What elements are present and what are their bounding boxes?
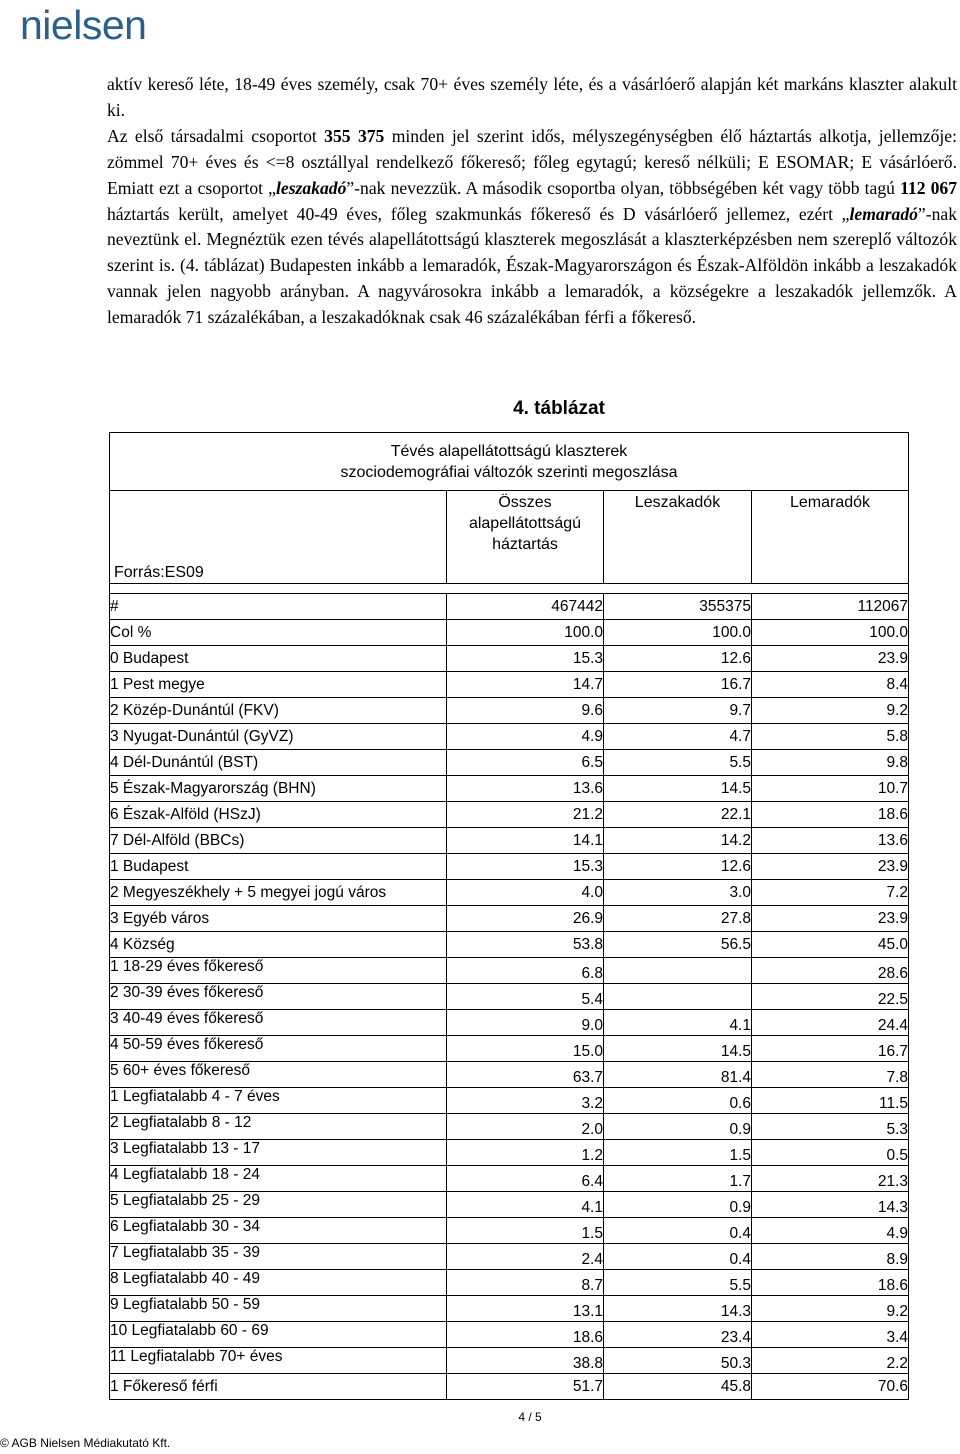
table-row bbox=[110, 594, 909, 620]
cell-leszakadok: 14.3 bbox=[604, 1296, 752, 1322]
cell-lemaradok: 9.2 bbox=[752, 1296, 909, 1322]
cell-leszakadok: 5.5 bbox=[604, 750, 752, 776]
paragraph-1: aktív kereső léte, 18-49 éves személy, csak 70+ éves személy léte, és a vásárlóerő alapján két markáns klaszter alakult ki. bbox=[107, 74, 957, 120]
cell-lemaradok: 18.6 bbox=[752, 802, 909, 828]
col-header-leszakadok: Leszakadók bbox=[604, 491, 752, 584]
cell-lemaradok: 9.8 bbox=[752, 750, 909, 776]
row-label: 5 60+ éves főkereső bbox=[110, 1062, 447, 1088]
cell-leszakadok: 50.3 bbox=[604, 1348, 752, 1374]
row-label: 3 Egyéb város bbox=[110, 906, 447, 932]
col-header-total: Összes alapellátottságú háztartás bbox=[447, 491, 604, 584]
cell-total: 6.8 bbox=[447, 958, 604, 984]
table-row bbox=[110, 1244, 909, 1270]
row-label: 3 40-49 éves főkereső bbox=[110, 1010, 447, 1036]
row-label: 2 Közép-Dunántúl (FKV) bbox=[110, 698, 447, 724]
row-label: Col % bbox=[110, 620, 447, 646]
cell-leszakadok: 3.0 bbox=[604, 880, 752, 906]
row-label: 0 Budapest bbox=[110, 646, 447, 672]
row-label: 7 Dél-Alföld (BBCs) bbox=[110, 828, 447, 854]
table-row bbox=[110, 1348, 909, 1374]
table-row bbox=[110, 1010, 909, 1036]
cell-leszakadok: 56.5 bbox=[604, 932, 752, 958]
table-row bbox=[110, 1062, 909, 1088]
cell-lemaradok: 2.2 bbox=[752, 1348, 909, 1374]
row-label: 8 Legfiatalabb 40 - 49 bbox=[110, 1270, 447, 1296]
cell-total: 9.0 bbox=[447, 1010, 604, 1036]
cell-total: 26.9 bbox=[447, 906, 604, 932]
table-row bbox=[110, 1166, 909, 1192]
cell-lemaradok: 8.4 bbox=[752, 672, 909, 698]
row-label: 3 Legfiatalabb 13 - 17 bbox=[110, 1140, 447, 1166]
cell-total: 15.0 bbox=[447, 1036, 604, 1062]
cell-leszakadok: 22.1 bbox=[604, 802, 752, 828]
cell-total: 3.2 bbox=[447, 1088, 604, 1114]
table-row bbox=[110, 958, 909, 984]
cell-total: 100.0 bbox=[447, 620, 604, 646]
cell-lemaradok: 16.7 bbox=[752, 1036, 909, 1062]
cell-total: 467442 bbox=[447, 594, 604, 620]
row-label: 1 Pest megye bbox=[110, 672, 447, 698]
paragraph-2: Az első társadalmi csoportot 355 375 minden jel szerint idős, mélyszegénységben élő háztartás alkotja, jellemzője: zömmel 70+ éves és <=8 osztállyal rendelkező főkereső; főleg egytagú; kereső nélküli; E ESOMAR; E vásárlóerő. Emiatt ezt a csoportot „leszakadó”-nak nevezzük. A második csoportba olyan, többségében két vagy több tagú 112 067 háztartás került, amelyet 40-49 éves, főleg szakmunkás főkereső és D vásárlóerő jellemez, ezért „lemaradó”-nak neveztünk el. Megnéztük ezen tévés alapellátottságú klaszterek megoszlását a klaszterképzésben nem szereplő változók szerint is. (4. táblázat) Budapesten inkább a lemaradók, Észak-Magyarországon és Észak-Alföldön inkább a leszakadók vannak jelen nagyobb arányban. A nagyvárosokra inkább a lemaradók, a községekre a leszakadók jellemzők. A lemaradók 71 százalékában, a leszakadóknak csak 46 százalékában férfi a főkereső. bbox=[107, 125, 958, 328]
cell-leszakadok: 14.5 bbox=[604, 1036, 752, 1062]
cell-leszakadok: 4.1 bbox=[604, 1010, 752, 1036]
cell-lemaradok: 5.8 bbox=[752, 724, 909, 750]
cell-total: 2.0 bbox=[447, 1114, 604, 1140]
row-label: 4 Dél-Dunántúl (BST) bbox=[110, 750, 447, 776]
cell-lemaradok: 4.9 bbox=[752, 1218, 909, 1244]
table-row bbox=[110, 1192, 909, 1218]
cell-total: 4.9 bbox=[447, 724, 604, 750]
cell-total: 6.4 bbox=[447, 1166, 604, 1192]
cell-total: 1.5 bbox=[447, 1218, 604, 1244]
cell-lemaradok: 45.0 bbox=[752, 932, 909, 958]
cell-leszakadok: 0.4 bbox=[604, 1244, 752, 1270]
cell-lemaradok: 23.9 bbox=[752, 646, 909, 672]
table-source: Forrás:ES09 bbox=[110, 491, 447, 584]
cell-total: 18.6 bbox=[447, 1322, 604, 1348]
cell-lemaradok: 21.3 bbox=[752, 1166, 909, 1192]
table-row bbox=[110, 776, 909, 802]
cell-leszakadok: 0.4 bbox=[604, 1218, 752, 1244]
table-row bbox=[110, 1322, 909, 1348]
cell-lemaradok: 23.9 bbox=[752, 854, 909, 880]
cell-leszakadok: 4.7 bbox=[604, 724, 752, 750]
cell-leszakadok: 1.5 bbox=[604, 1140, 752, 1166]
cell-lemaradok: 10.7 bbox=[752, 776, 909, 802]
cell-leszakadok: 0.9 bbox=[604, 1192, 752, 1218]
table-row bbox=[110, 854, 909, 880]
cell-total: 13.1 bbox=[447, 1296, 604, 1322]
cell-leszakadok: 1.7 bbox=[604, 1166, 752, 1192]
cell-lemaradok: 3.4 bbox=[752, 1322, 909, 1348]
cell-leszakadok: 12.6 bbox=[604, 854, 752, 880]
row-label: 10 Legfiatalabb 60 - 69 bbox=[110, 1322, 447, 1348]
footer-copyright: © AGB Nielsen Médiakutató Kft. bbox=[0, 1436, 171, 1450]
cell-lemaradok: 9.2 bbox=[752, 698, 909, 724]
cell-leszakadok: 16.7 bbox=[604, 672, 752, 698]
row-label: 4 Község bbox=[110, 932, 447, 958]
table-row bbox=[110, 880, 909, 906]
cell-total: 14.1 bbox=[447, 828, 604, 854]
cell-lemaradok: 5.3 bbox=[752, 1114, 909, 1140]
nielsen-logo: nielsen bbox=[20, 2, 147, 48]
cell-leszakadok: 0.6 bbox=[604, 1088, 752, 1114]
cell-lemaradok: 70.6 bbox=[752, 1374, 909, 1400]
cell-total: 4.1 bbox=[447, 1192, 604, 1218]
table-row bbox=[110, 646, 909, 672]
table-row bbox=[110, 828, 909, 854]
cell-leszakadok: 14.5 bbox=[604, 776, 752, 802]
row-label: 6 Legfiatalabb 30 - 34 bbox=[110, 1218, 447, 1244]
cell-total: 2.4 bbox=[447, 1244, 604, 1270]
cell-leszakadok: 23.4 bbox=[604, 1322, 752, 1348]
table-row bbox=[110, 1374, 909, 1400]
cell-total: 15.3 bbox=[447, 646, 604, 672]
table-caption: Tévés alapellátottságú klaszterek szociodemográfiai változók szerinti megoszlása bbox=[110, 433, 909, 491]
cell-total: 21.2 bbox=[447, 802, 604, 828]
row-label: 3 Nyugat-Dunántúl (GyVZ) bbox=[110, 724, 447, 750]
table-row bbox=[110, 1088, 909, 1114]
table-row bbox=[110, 932, 909, 958]
cell-total: 15.3 bbox=[447, 854, 604, 880]
cell-total: 38.8 bbox=[447, 1348, 604, 1374]
cell-leszakadok: 12.6 bbox=[604, 646, 752, 672]
page-number: 4 / 5 bbox=[518, 1410, 542, 1424]
cell-leszakadok: 100.0 bbox=[604, 620, 752, 646]
cell-total: 51.7 bbox=[447, 1374, 604, 1400]
row-label: 4 Legfiatalabb 18 - 24 bbox=[110, 1166, 447, 1192]
row-label: 11 Legfiatalabb 70+ éves bbox=[110, 1348, 447, 1374]
cell-leszakadok: 5.5 bbox=[604, 1270, 752, 1296]
row-label: 1 18-29 éves főkereső bbox=[110, 958, 447, 984]
table-row bbox=[110, 802, 909, 828]
table-row bbox=[110, 750, 909, 776]
cell-total: 4.0 bbox=[447, 880, 604, 906]
row-label: 9 Legfiatalabb 50 - 59 bbox=[110, 1296, 447, 1322]
body-text bbox=[107, 72, 957, 331]
table-row bbox=[110, 1114, 909, 1140]
row-label: # bbox=[110, 594, 447, 620]
table-row bbox=[110, 724, 909, 750]
row-label: 1 Legfiatalabb 4 - 7 éves bbox=[110, 1088, 447, 1114]
cell-leszakadok: 45.8 bbox=[604, 1374, 752, 1400]
row-label: 4 50-59 éves főkereső bbox=[110, 1036, 447, 1062]
row-label: 5 Észak-Magyarország (BHN) bbox=[110, 776, 447, 802]
cell-leszakadok: 27.8 bbox=[604, 906, 752, 932]
cell-total: 5.4 bbox=[447, 984, 604, 1010]
row-label: 6 Észak-Alföld (HSzJ) bbox=[110, 802, 447, 828]
table-spacer bbox=[110, 584, 909, 594]
row-label: 2 Megyeszékhely + 5 megyei jogú város bbox=[110, 880, 447, 906]
row-label: 5 Legfiatalabb 25 - 29 bbox=[110, 1192, 447, 1218]
cell-lemaradok: 13.6 bbox=[752, 828, 909, 854]
cell-lemaradok: 0.5 bbox=[752, 1140, 909, 1166]
cell-lemaradok: 112067 bbox=[752, 594, 909, 620]
cell-leszakadok: 14.2 bbox=[604, 828, 752, 854]
cell-lemaradok: 22.5 bbox=[752, 984, 909, 1010]
row-label: 2 Legfiatalabb 8 - 12 bbox=[110, 1114, 447, 1140]
cell-lemaradok: 11.5 bbox=[752, 1088, 909, 1114]
row-label: 1 Budapest bbox=[110, 854, 447, 880]
cell-lemaradok: 24.4 bbox=[752, 1010, 909, 1036]
cell-lemaradok: 7.8 bbox=[752, 1062, 909, 1088]
cell-leszakadok bbox=[604, 984, 752, 1010]
cell-lemaradok: 14.3 bbox=[752, 1192, 909, 1218]
cell-leszakadok: 81.4 bbox=[604, 1062, 752, 1088]
table-title: 4. táblázat bbox=[513, 398, 605, 419]
cell-leszakadok: 355375 bbox=[604, 594, 752, 620]
cell-lemaradok: 23.9 bbox=[752, 906, 909, 932]
cell-leszakadok: 0.9 bbox=[604, 1114, 752, 1140]
table-row bbox=[110, 984, 909, 1010]
cell-lemaradok: 28.6 bbox=[752, 958, 909, 984]
table-row bbox=[110, 1036, 909, 1062]
cell-lemaradok: 7.2 bbox=[752, 880, 909, 906]
table-row bbox=[110, 620, 909, 646]
table-row bbox=[110, 1296, 909, 1322]
table-row bbox=[110, 672, 909, 698]
cell-total: 13.6 bbox=[447, 776, 604, 802]
row-label: 1 Főkereső férfi bbox=[110, 1374, 447, 1400]
row-label: 2 30-39 éves főkereső bbox=[110, 984, 447, 1010]
cell-total: 9.6 bbox=[447, 698, 604, 724]
cell-total: 6.5 bbox=[447, 750, 604, 776]
cell-leszakadok: 9.7 bbox=[604, 698, 752, 724]
table-row bbox=[110, 1270, 909, 1296]
cell-leszakadok bbox=[604, 958, 752, 984]
cell-total: 1.2 bbox=[447, 1140, 604, 1166]
table-row bbox=[110, 698, 909, 724]
cell-lemaradok: 18.6 bbox=[752, 1270, 909, 1296]
cell-total: 63.7 bbox=[447, 1062, 604, 1088]
cell-lemaradok: 8.9 bbox=[752, 1244, 909, 1270]
cell-total: 53.8 bbox=[447, 932, 604, 958]
cell-total: 8.7 bbox=[447, 1270, 604, 1296]
cell-total: 14.7 bbox=[447, 672, 604, 698]
row-label: 7 Legfiatalabb 35 - 39 bbox=[110, 1244, 447, 1270]
cell-lemaradok: 100.0 bbox=[752, 620, 909, 646]
data-table bbox=[109, 432, 909, 1400]
table-row bbox=[110, 1218, 909, 1244]
table-row bbox=[110, 906, 909, 932]
table-row bbox=[110, 1140, 909, 1166]
col-header-lemaradok: Lemaradók bbox=[752, 491, 909, 584]
